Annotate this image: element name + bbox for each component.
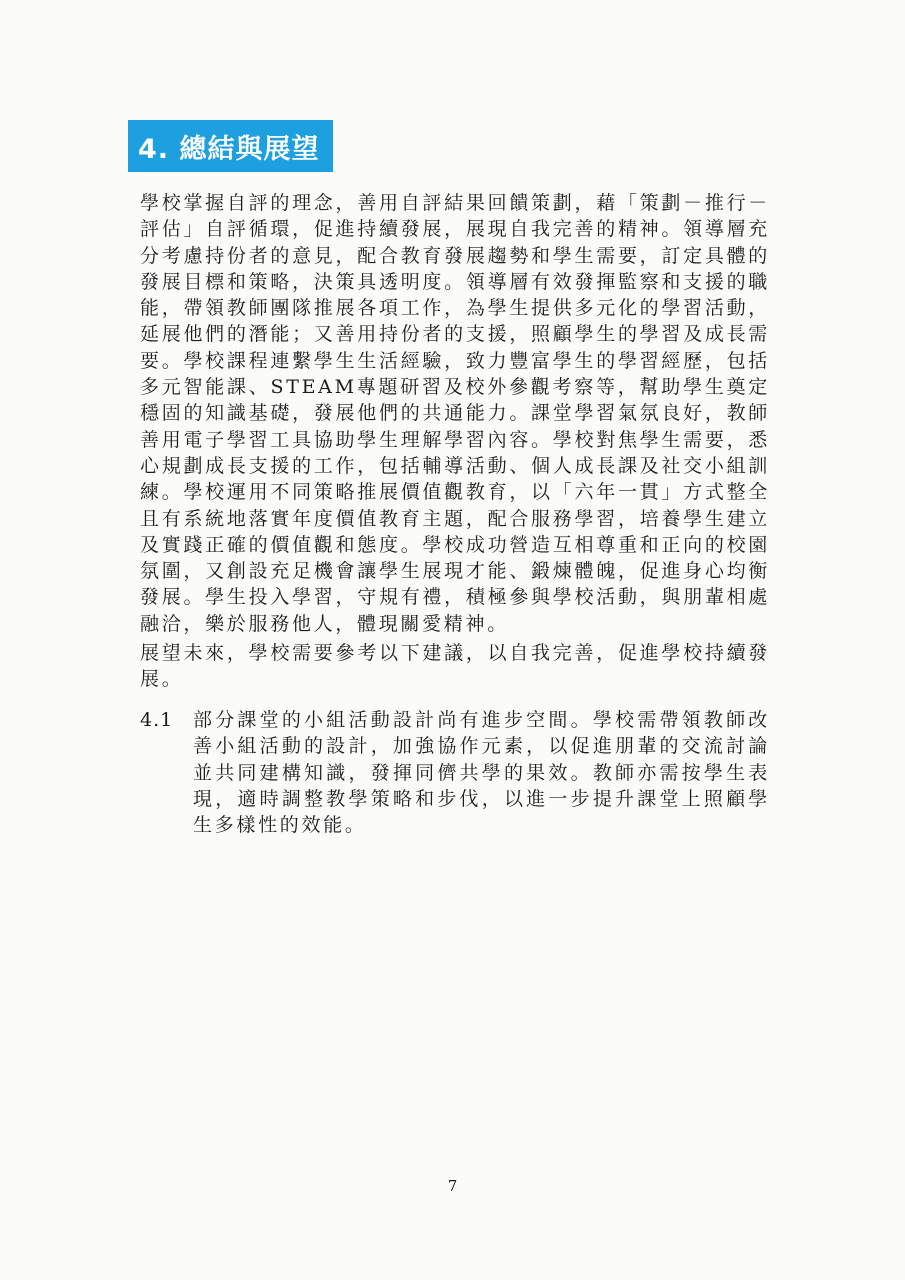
section-heading: 4. 總結與展望 xyxy=(138,133,320,165)
recommendation-text: 部分課堂的小組活動設計尚有進步空間。學校需帶領教師改善小組活動的設計，加強協作元素，以促進朋輩的交流討論並共同建構知識，發揮同儕共學的果效。教師亦需按學生表現，適時調整教學策略和步伐，以進一步提升課堂上照顧學生多樣性的效能。 xyxy=(193,709,770,837)
section-heading-banner xyxy=(128,120,333,172)
recommendation-number: 4.1 xyxy=(140,709,174,731)
summary-paragraph: 學校掌握自評的理念，善用自評結果回饋策劃，藉「策劃－推行－評估」自評循環，促進持續發展，展現自我完善的精神。領導層充分考慮持份者的意見，配合教育發展趨勢和學生需要，訂定具體的發展目標和策略，決策具透明度。領導層有效發揮監察和支援的職能，帶領教師團隊推展各項工作，為學生提供多元化的學習活動，延展他們的潛能；又善用持份者的支援，照顧學生的學習及成長需要。學校課程連繫學生生活經驗，致力豐富學生的學習經歷，包括多元智能課、STEAM專題研習及校外參觀考察等，幫助學生奠定穩固的知識基礎，發展他們的共通能力。課堂學習氣氛良好，教師善用電子學習工具協助學生理解學習內容。學校對焦學生需要，悉心規劃成長支援的工作，包括輔導活動、個人成長課及社交小組訓練。學校運用不同策略推展價值觀教育，以「六年一貫」方式整全且有系統地落實年度價值教育主題，配合服務學習，培養學生建立及實踐正確的價值觀和態度。學校成功營造互相尊重和正向的校園氛圍，又創設充足機會讓學生展現才能、鍛煉體魄，促進身心均衡發展。學生投入學習，守規有禮，積極參與學校活動，與朋輩相處融洽，樂於服務他人，體現關愛精神。 xyxy=(140,192,770,635)
outlook-paragraph: 展望未來，學校需要參考以下建議，以自我完善，促進學校持續發展。 xyxy=(140,642,770,691)
page-number: 7 xyxy=(447,1177,458,1195)
